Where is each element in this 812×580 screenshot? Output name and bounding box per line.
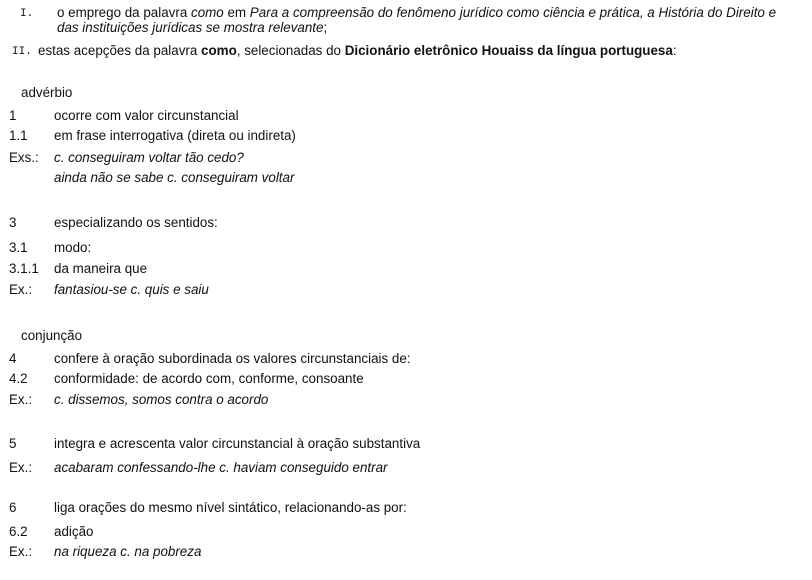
entry-text: liga orações do mesmo nível sintático, relacionando-as por: [54, 500, 407, 515]
item-i-end: ; [323, 20, 328, 35]
example-text: ainda não se sabe c. conseguiram voltar [54, 170, 295, 185]
entry-number: 5 [9, 436, 17, 451]
item-ii-dictionary: Dicionário eletrônico Houaiss da língua portuguesa [344, 43, 673, 58]
entry-number: 6.2 [9, 524, 28, 539]
example-text: c. dissemos, somos contra o acordo [54, 392, 269, 407]
item-ii-text [38, 43, 677, 59]
example-label: Exs.: [9, 150, 39, 165]
item-i-word-como: como [191, 5, 224, 20]
item-i-part3: em [223, 5, 250, 20]
item-ii-word-como: como [201, 43, 237, 58]
example-label: Ex.: [9, 460, 33, 475]
item-i-quote: Para a compreensão do fenômeno jurídico como ciência e prática, a História do Direito e [249, 5, 777, 20]
example-label: Ex.: [9, 282, 33, 297]
entry-text: da maneira que [54, 261, 148, 276]
entry-text: conformidade: de acordo com, conforme, consoante [54, 371, 364, 386]
entry-number: 3.1 [9, 240, 28, 255]
item-i-text-line1 [57, 5, 776, 21]
entry-text: adição [54, 524, 94, 539]
entry-text: integra e acrescenta valor circunstancial à oração substantiva [54, 436, 421, 451]
example-text: acabaram confessando-lhe c. haviam conseguido entrar [54, 460, 388, 475]
entry-number: 1 [9, 108, 17, 123]
entry-number: 3.1.1 [9, 261, 39, 276]
entry-text: confere à oração subordinada os valores circunstanciais de: [54, 351, 411, 366]
item-marker-ii: II. [12, 46, 32, 58]
entry-text: especializando os sentidos: [54, 215, 218, 230]
item-i-quote-cont: das instituições jurídicas se mostra relevante [57, 20, 324, 35]
section-heading-conjuncao: conjunção [21, 328, 83, 343]
entry-text: modo: [54, 240, 92, 255]
entry-number: 3 [9, 215, 17, 230]
section-heading-adverbio: advérbio [21, 85, 73, 100]
entry-number: 4 [9, 351, 17, 366]
item-i-text-line2 [57, 20, 327, 36]
example-label: Ex.: [9, 544, 33, 559]
example-text: c. conseguiram voltar tão cedo? [54, 150, 244, 165]
item-i-part1: o emprego da palavra [57, 5, 191, 20]
entry-text: ocorre com valor circunstancial [54, 108, 239, 123]
example-text: fantasiou-se c. quis e saiu [54, 282, 209, 297]
example-text: na riqueza c. na pobreza [54, 544, 202, 559]
item-ii-end: : [672, 43, 677, 58]
item-ii-part1: estas acepções da palavra [38, 43, 202, 58]
entry-number: 6 [9, 500, 17, 515]
item-ii-part3: , selecionadas do [236, 43, 345, 58]
example-label: Ex.: [9, 392, 33, 407]
entry-number: 4.2 [9, 371, 28, 386]
entry-number: 1.1 [9, 128, 28, 143]
item-marker-i: I. [20, 8, 34, 20]
entry-text: em frase interrogativa (direta ou indireta) [54, 128, 296, 143]
